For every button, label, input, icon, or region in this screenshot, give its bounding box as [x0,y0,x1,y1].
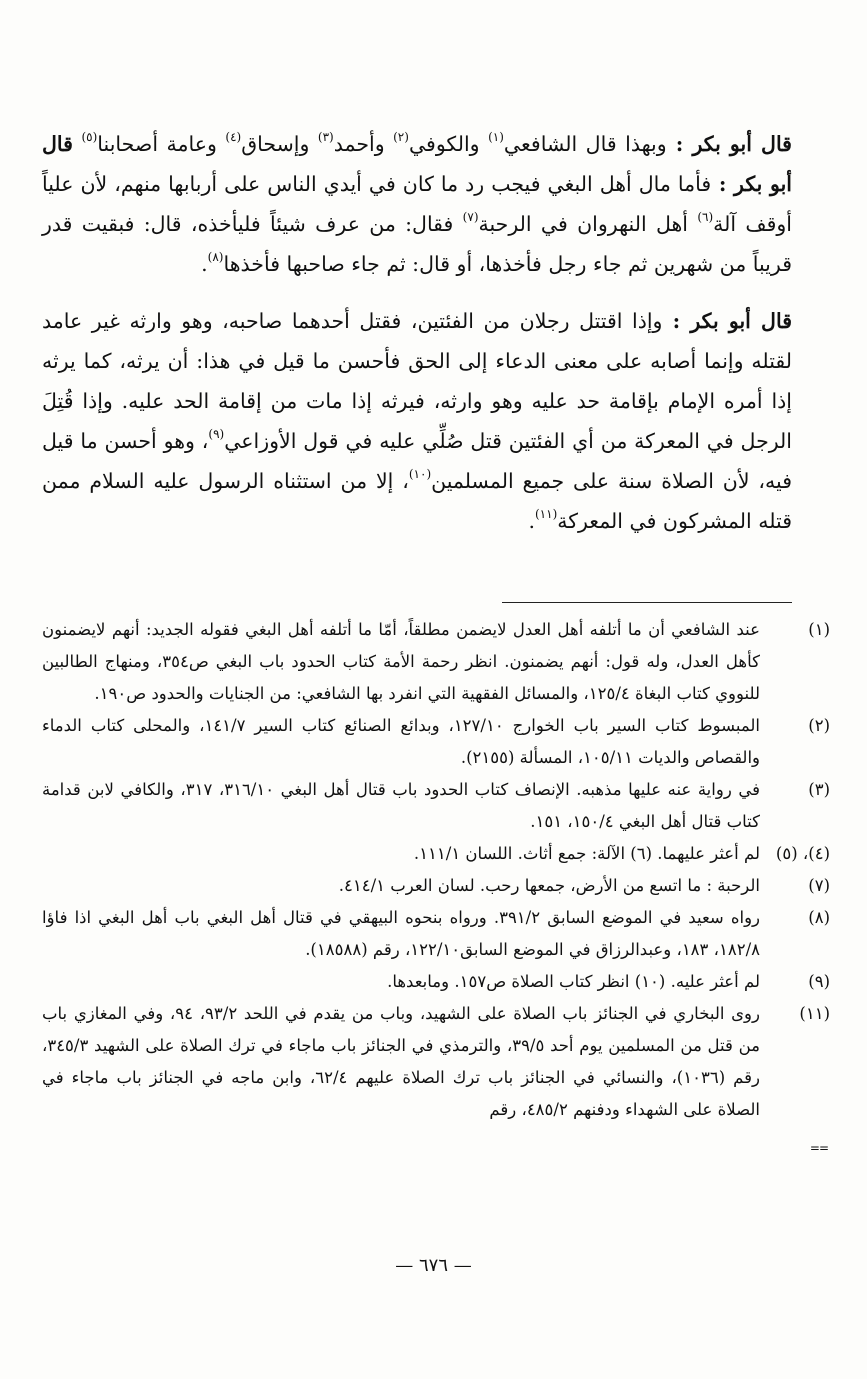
paragraph-text: ، إلا من استثناه الرسول عليه السلام ممن قتله المشركون في المعركة [42,469,792,533]
footnote [42,774,830,838]
footnote [42,838,830,870]
footnote-number: (١١) [799,1004,830,1023]
footnote-ref: (٩) [208,427,225,442]
footnote-ref: (٨) [207,250,224,265]
footnote-text: رواه سعيد في الموضع السابق ٣٩١/٢. ورواه بنحوه البيهقي في قتال أهل البغي باب أهل البغي اذا فاؤا ١٨٢/٨، ١٨٣، وعبدالرزاق في الموضع السابق١٢٢/١٠، رقم (١٨٥٨٨). [42,908,761,959]
footnote-text: في رواية عنه عليها مذهبه. الإنصاف كتاب الحدود باب قتال أهل البغي ٣١٦/١٠، ٣١٧، والكافي لابن قدامة كتاب قتال أهل البغي ١٥٠/٤، ١٥١. [42,780,760,831]
paragraph-text: وأحمد [333,132,394,156]
speaker-lead: قال أبو بكر : [666,132,792,156]
footnote-number: (٤)، (٥) [775,844,830,863]
footnote-number: (٣) [808,780,830,799]
footnote-number: (٧) [808,876,830,895]
footnote-number: (٨) [808,908,830,927]
paragraph-text: فقال: من عرف شيئاً فليأخذه، قال: فبقيت قدر قريباً من شهرين ثم جاء رجل فأخذها، أو قال: ثم جاء صاحبها فأخذها [42,212,792,276]
speaker-lead: قال أبو بكر : [662,309,793,333]
paragraph-text: والكوفي [408,132,489,156]
footnote-text: الرحبة : ما اتسع من الأرض، جمعها رحب. لسان العرب ٤١٤/١. [338,876,760,895]
footnote [42,902,830,966]
speaker-lead: قال أبو بكر : [42,132,793,196]
footnote [42,966,830,998]
footnote-text: لم أعثر عليهما. (٦) الآلة: جمع أثاث. اللسان ١١١/١. [413,844,760,863]
continuation-mark: == [809,1141,828,1155]
paragraph-text: . [201,252,208,276]
footnote [42,710,830,774]
footnote-ref: (٥) [81,130,98,145]
footnote [42,998,830,1126]
footnote-ref: (١٠) [408,467,432,482]
footnote-number: (٩) [808,972,830,991]
paragraph-1 [42,124,792,284]
main-text [42,124,792,541]
footnote-separator [502,602,792,603]
paragraph-text: وإذا اقتتل رجلان من الفئتين، فقتل أحدهما صاحبه، وهو وارثه غير عامد لقتله وإنما أصابه على معنى الدعاء إلى الحق فأحسن ما قيل في هذا: أن يرثه، كما يرثه إذا أمره الإمام بإقامة حد عليه وهو وارثه، فيرثه إذا مات من إقامة الحد عليه. وإذا قُتِلَ الرجل في المعركة من أي الفئتين قتل صُلِّي عليه في قول الأوزاعي [42,309,793,453]
footnote-ref: (٣) [317,130,334,145]
paragraph-text: . [528,509,535,533]
footnote-ref: (٤) [225,130,242,145]
footnote [42,870,830,902]
footnote-ref: (١١) [534,507,558,522]
footnote-number: (٢) [808,716,830,735]
paragraph-2 [42,301,792,541]
paragraph-text: وعامة أصحابنا [97,132,226,156]
footnote [42,614,830,710]
footnote-ref: (٢) [393,130,409,145]
footnote-text: روى البخاري في الجنائز باب الصلاة على الشهيد، وباب من يقدم في اللحد ٩٣/٢، ٩٤، وفي المغازي باب من قتل من المسلمين يوم أحد ٣٩/٥، والترمذي في الجنائز باب ماجاء في ترك الصلاة على الشهيد ٣٤٥/٣، رقم (١٠٣٦)، والنسائي في الجنائز باب ترك الصلاة عليهم ٦٢/٤، وابن ماجه في الجنائز باب ماجاء في الصلاة على الشهداء ودفنهم ٤٨٥/٢، رقم [42,1004,760,1119]
footnote-text: عند الشافعي أن ما أتلفه أهل العدل لايضمن مطلقاً، أمّا ما أتلفه أهل البغي فقوله الجديد: أنهم لايضمنون كأهل العدل، وله قول: أنهم يضمنون. انظر رحمة الأمة كتاب الحدود باب البغي ص٣٥٤، ومنهاج الطالبين للنووي كتاب البغاة ١٢٥/٤، والمسائل الفقهية التي انفرد بها الشافعي: من الجنايات والحدود ص١٩٠. [42,620,761,703]
paragraph-text: فأما مال أهل البغي فيجب رد ما كان في أيدي الناس على أربابها منهم، لأن علياً أوقف آلة [42,172,792,236]
footnote-ref: (٧) [462,210,479,225]
footnote-ref: (١) [488,130,504,145]
page-number: — ٦٧٦ — [395,1255,472,1276]
footnote-text: لم أعثر عليه. (١٠) انظر كتاب الصلاة ص١٥٧. ومابعدها. [387,972,760,991]
footnote-text: المبسوط كتاب السير باب الخوارج ١٢٧/١٠، وبدائع الصنائع كتاب السير ١٤١/٧، والمحلى كتاب الدماء والقصاص والديات ١٠٥/١١، المسألة (٢١٥٥). [42,716,760,767]
paragraph-text: ، وهو أحسن ما قيل فيه، لأن الصلاة سنة على جميع المسلمين [42,429,793,493]
paragraph-text: وإسحاق [241,132,318,156]
footnotes [42,614,830,1164]
footnote-ref: (٦) [697,210,714,225]
paragraph-text: وبهذا قال الشافعي [503,132,667,156]
paragraph-text: أهل النهروان في الرحبة [478,212,698,236]
footnote-number: (١) [808,620,830,639]
